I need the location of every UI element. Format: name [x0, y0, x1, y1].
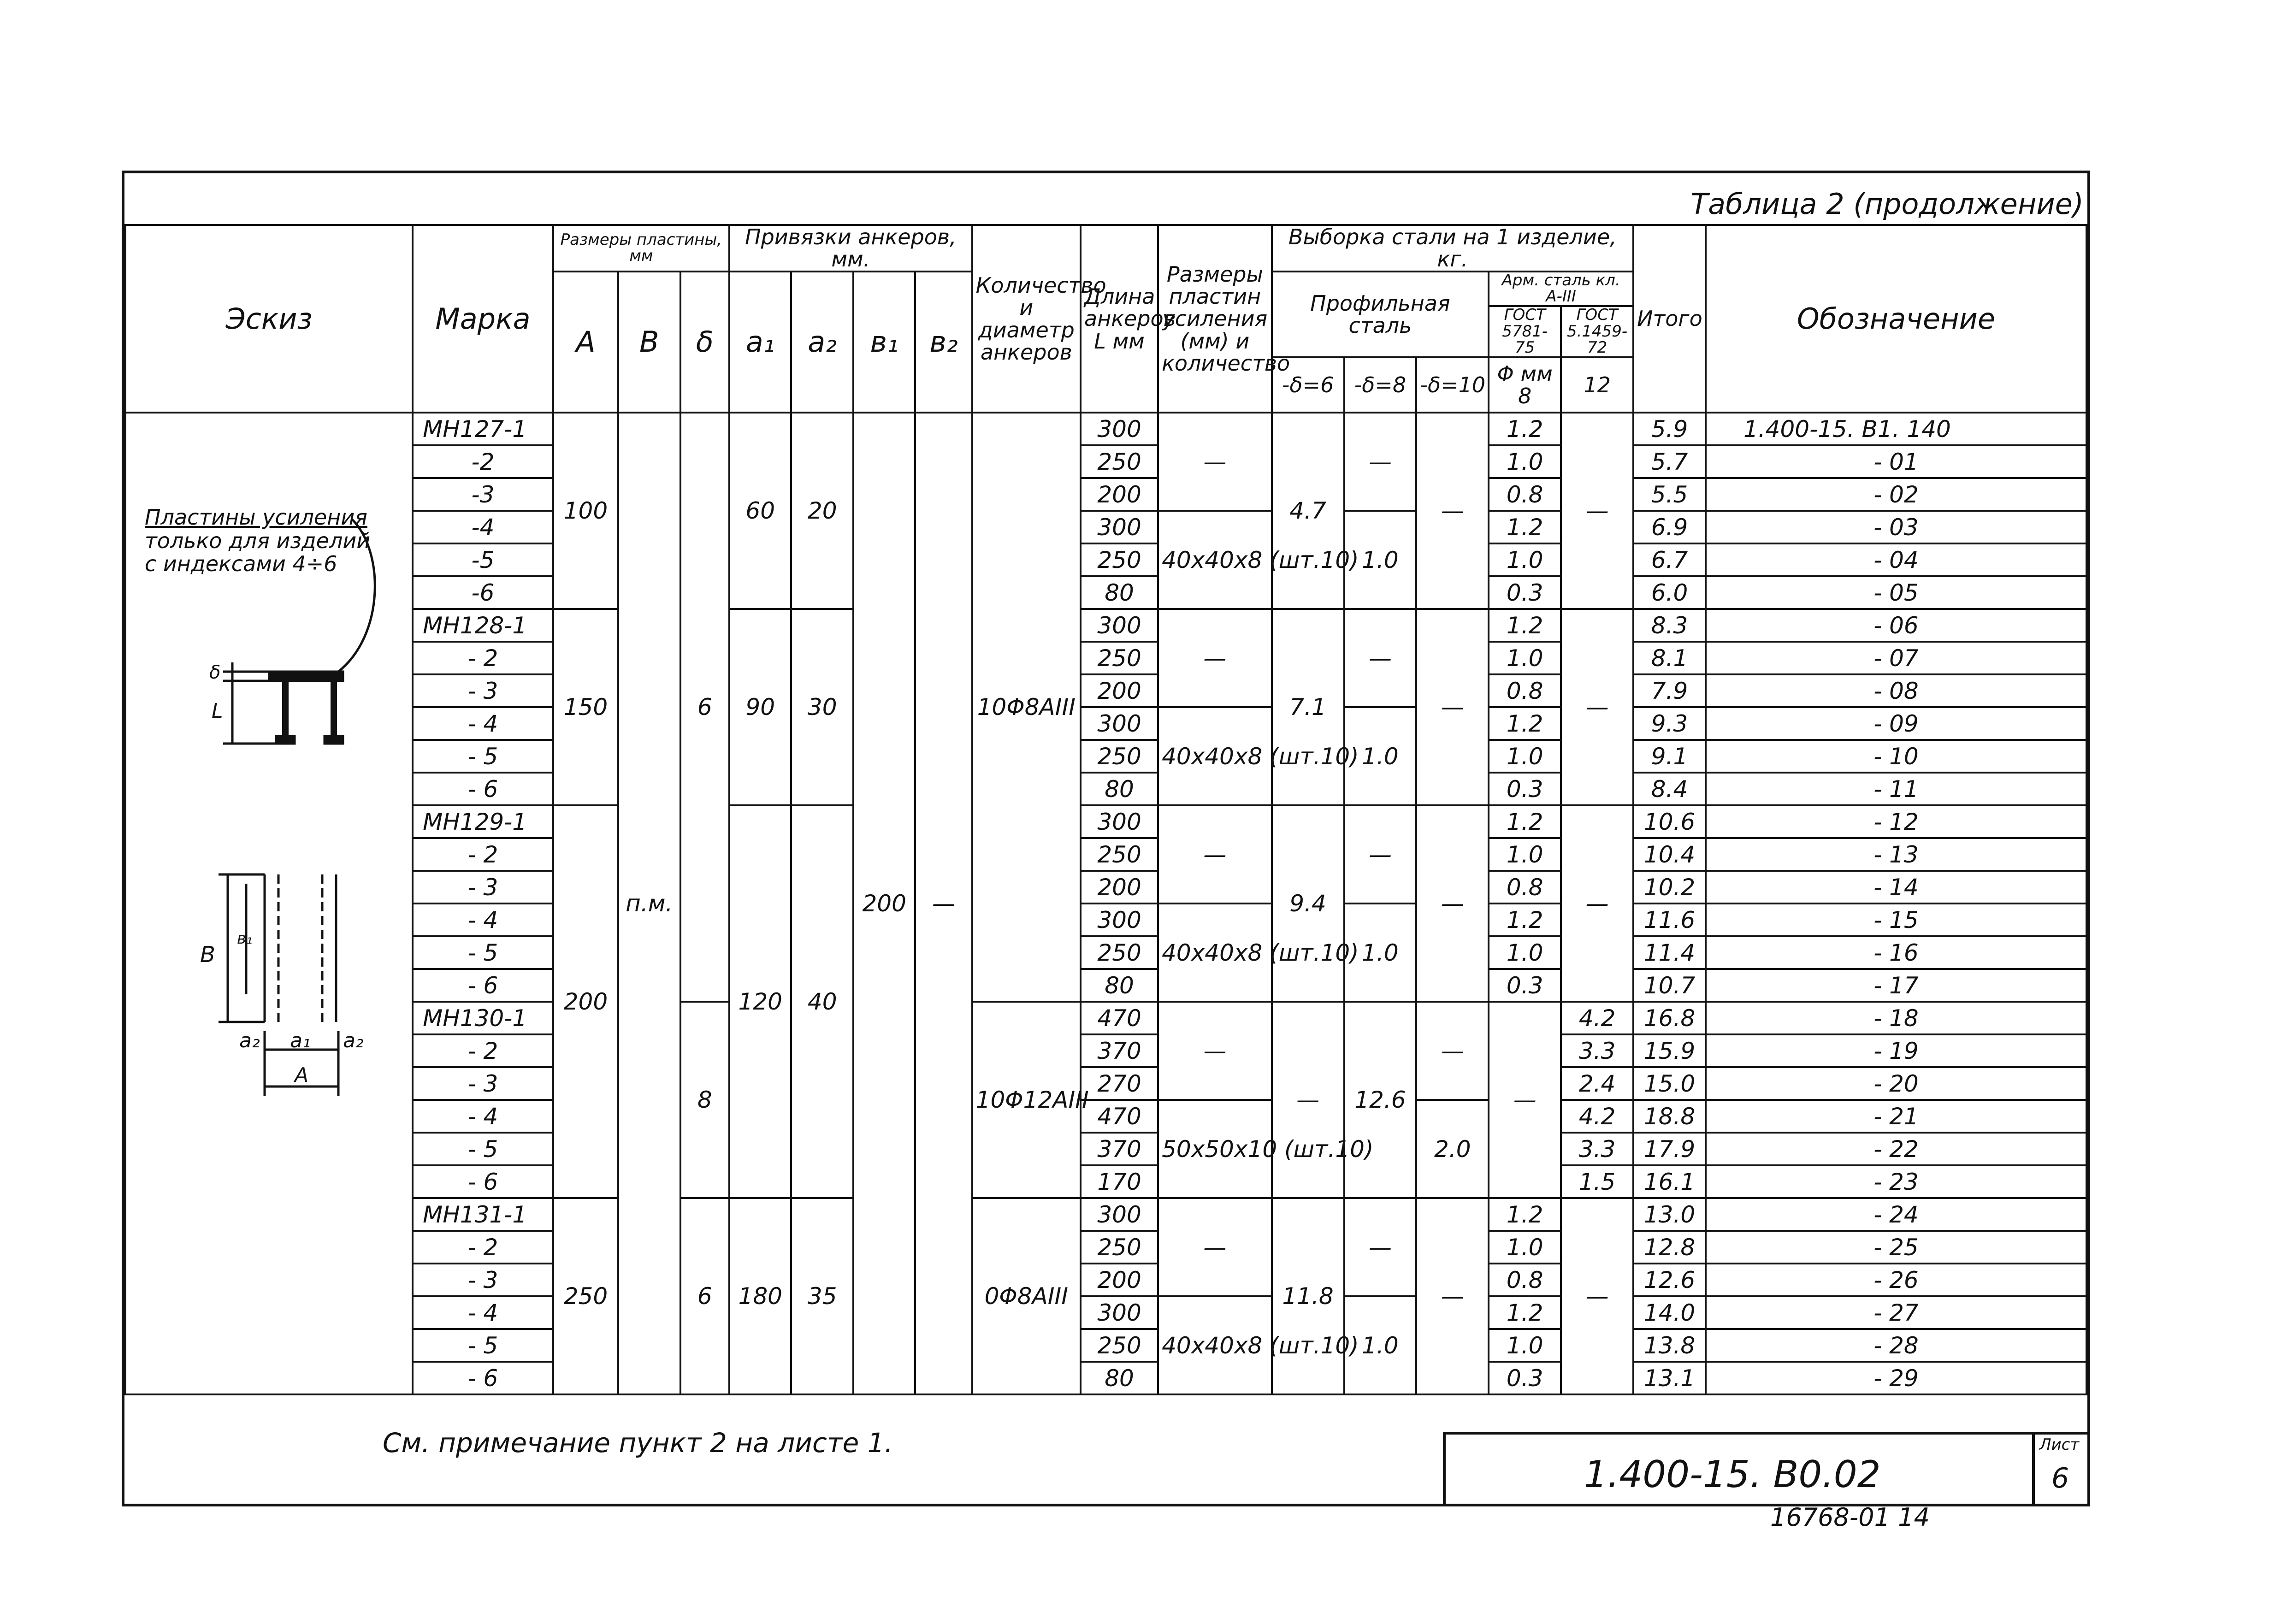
total-cell: 5.9 — [1633, 413, 1706, 445]
mark-cell: - 4 — [413, 1100, 553, 1133]
anchor-length-cell: 300 — [1081, 1198, 1158, 1231]
designation-cell: - 13 — [1706, 838, 2086, 871]
sketch-label-A: A — [295, 1063, 309, 1087]
mark-cell: - 6 — [413, 1165, 553, 1198]
anchor-length-cell: 200 — [1081, 478, 1158, 511]
total-cell: 10.2 — [1633, 871, 1706, 904]
d10-cell: — — [1416, 609, 1489, 805]
total-cell: 8.4 — [1633, 773, 1706, 805]
archive-number: 16768-01 14 — [1770, 1503, 1930, 1532]
mark-cell: МН128-1 — [413, 609, 553, 642]
reinforcement-plate — [276, 736, 295, 744]
table-row — [125, 838, 2086, 871]
anchors-cell: 10Φ12AIII — [972, 1002, 1081, 1198]
hdr-steel-selection: Выборка стали на 1 изделие, кг. — [1272, 225, 1633, 272]
reinf-plates-cell: — — [1158, 609, 1272, 707]
designation-cell: - 09 — [1706, 707, 2086, 740]
anchor-length-cell: 470 — [1081, 1002, 1158, 1034]
rebar8-cell: 0.8 — [1489, 478, 1561, 511]
rebar8-cell: 1.0 — [1489, 936, 1561, 969]
anchor-length-cell: 300 — [1081, 1296, 1158, 1329]
delta-cell: 6 — [680, 1198, 729, 1394]
total-cell: 17.9 — [1633, 1133, 1706, 1165]
rebar8-cell: 0.3 — [1489, 1362, 1561, 1394]
sheet-number-box — [2032, 1435, 2090, 1506]
anchor-length-cell: 80 — [1081, 576, 1158, 609]
total-cell: 15.9 — [1633, 1034, 1706, 1067]
reinf-plates-cell: — — [1158, 1002, 1272, 1100]
anchor-length-cell: 250 — [1081, 1329, 1158, 1362]
rebar8-cell: 0.8 — [1489, 674, 1561, 707]
hdr-sketch: Эскиз — [125, 225, 413, 413]
d8-cell: 1.0 — [1344, 1296, 1417, 1394]
reinf-plates-cell: 40x40x8 (шт.10) — [1158, 707, 1272, 805]
total-cell: 14.0 — [1633, 1296, 1706, 1329]
rebar8-cell: 1.2 — [1489, 1198, 1561, 1231]
table-row — [125, 445, 2086, 478]
mark-cell: - 3 — [413, 1067, 553, 1100]
hdr-delta: δ — [680, 272, 729, 413]
mark-cell: - 6 — [413, 773, 553, 805]
hdr-A: A — [553, 272, 618, 413]
reinf-plates-cell: — — [1158, 805, 1272, 904]
rebar8-cell: 0.3 — [1489, 576, 1561, 609]
designation-cell: - 17 — [1706, 969, 2086, 1002]
total-cell: 12.8 — [1633, 1231, 1706, 1264]
table-row — [125, 543, 2086, 576]
rebar8-cell: 0.3 — [1489, 969, 1561, 1002]
sketch-note-line: с индексами 4÷6 — [145, 551, 337, 577]
hdr-b1: в₁ — [853, 272, 915, 413]
anchors-cell: 10Φ8AIII — [972, 413, 1081, 1002]
anchor-length-cell: 300 — [1081, 707, 1158, 740]
A-cell: 150 — [553, 609, 618, 805]
total-cell: 10.6 — [1633, 805, 1706, 838]
designation-cell: - 12 — [1706, 805, 2086, 838]
mark-cell: МН130-1 — [413, 1002, 553, 1034]
table-row — [125, 740, 2086, 773]
a2-cell: 40 — [791, 805, 853, 1198]
table-row — [125, 478, 2086, 511]
hdr-reinf-plates: Размеры пластин усиления (мм) и количество — [1158, 225, 1272, 413]
table-row — [125, 609, 2086, 642]
sketch-label-b1: в₁ — [237, 929, 253, 948]
designation-cell: 1.400-15. В1. 140 — [1706, 413, 2086, 445]
rebar8-cell: 1.0 — [1489, 740, 1561, 773]
hdr-anchor-len: Длина анкеров L мм — [1081, 225, 1158, 413]
hdr-B: B — [618, 272, 680, 413]
anchor-length-cell: 250 — [1081, 1231, 1158, 1264]
d8-cell: 1.0 — [1344, 707, 1417, 805]
sketch-label-a2: a₂ — [239, 1029, 260, 1053]
title-block — [1443, 1432, 2090, 1506]
rebar12-cell: — — [1561, 609, 1633, 805]
table-row — [125, 674, 2086, 707]
hdr-plate-sizes: Размеры пластины, мм — [553, 225, 729, 272]
mark-cell: - 5 — [413, 740, 553, 773]
rebar8-cell: 1.2 — [1489, 413, 1561, 445]
reinf-plates-cell: — — [1158, 1198, 1272, 1296]
anchor-length-cell: 250 — [1081, 838, 1158, 871]
total-cell: 11.6 — [1633, 904, 1706, 936]
anchor-length-cell: 300 — [1081, 609, 1158, 642]
rebar12-cell: 3.3 — [1561, 1034, 1633, 1067]
designation-cell: - 10 — [1706, 740, 2086, 773]
A-cell: 250 — [553, 1198, 618, 1394]
total-cell: 16.1 — [1633, 1165, 1706, 1198]
mark-cell: МН131-1 — [413, 1198, 553, 1231]
rebar12-cell: — — [1561, 413, 1633, 609]
mark-cell: - 5 — [413, 1133, 553, 1165]
d10-cell: — — [1416, 413, 1489, 609]
anchor-length-cell: 370 — [1081, 1133, 1158, 1165]
d6-cell: 7.1 — [1272, 609, 1344, 805]
total-cell: 13.0 — [1633, 1198, 1706, 1231]
rebar8-cell: 1.0 — [1489, 642, 1561, 674]
mark-cell: МН127-1 — [413, 413, 553, 445]
rebar8-cell: 1.0 — [1489, 543, 1561, 576]
total-cell: 6.7 — [1633, 543, 1706, 576]
designation-cell: - 07 — [1706, 642, 2086, 674]
anchor-length-cell: 170 — [1081, 1165, 1158, 1198]
designation-cell: - 08 — [1706, 674, 2086, 707]
designation-cell: - 04 — [1706, 543, 2086, 576]
designation-cell: - 21 — [1706, 1100, 2086, 1133]
table-row — [125, 1002, 2086, 1034]
footnote: См. примечание пункт 2 на листе 1. — [383, 1427, 893, 1459]
rebar8-cell: 0.8 — [1489, 871, 1561, 904]
total-cell: 5.5 — [1633, 478, 1706, 511]
table-row — [125, 1264, 2086, 1296]
hdr-d6: -δ=6 — [1272, 357, 1344, 413]
drawing-sheet — [122, 171, 2090, 1506]
plate-sketch — [126, 413, 383, 1340]
table-row — [125, 805, 2086, 838]
designation-cell: - 02 — [1706, 478, 2086, 511]
designation-cell: - 06 — [1706, 609, 2086, 642]
anchor-length-cell: 300 — [1081, 805, 1158, 838]
mark-cell: - 2 — [413, 838, 553, 871]
mark-cell: - 6 — [413, 1362, 553, 1394]
a1-cell: 180 — [729, 1198, 791, 1394]
total-cell: 6.9 — [1633, 511, 1706, 543]
sheet-number: 6 — [2051, 1462, 2069, 1494]
rebar8-cell: 1.2 — [1489, 609, 1561, 642]
reinf-plates-cell: 40x40x8 (шт.10) — [1158, 511, 1272, 609]
hdr-b2: в₂ — [915, 272, 972, 413]
designation-cell: - 03 — [1706, 511, 2086, 543]
mark-cell: -2 — [413, 445, 553, 478]
d10-cell: — — [1416, 1198, 1489, 1394]
anchor-length-cell: 200 — [1081, 674, 1158, 707]
hdr-phi12: 12 — [1561, 357, 1633, 413]
designation-cell: - 25 — [1706, 1231, 2086, 1264]
rebar8-cell: 1.0 — [1489, 1231, 1561, 1264]
anchor-length-cell: 80 — [1081, 1362, 1158, 1394]
rebar12-cell: 1.5 — [1561, 1165, 1633, 1198]
rebar12-cell: — — [1561, 805, 1633, 1002]
sketch-label-a1: a₁ — [290, 1029, 311, 1053]
hdr-phi: Φ мм — [1497, 361, 1553, 386]
rebar12-cell: 3.3 — [1561, 1133, 1633, 1165]
total-cell: 13.1 — [1633, 1362, 1706, 1394]
d8-cell: — — [1344, 413, 1417, 511]
d8-cell: — — [1344, 609, 1417, 707]
table-row — [125, 773, 2086, 805]
designation-cell: - 23 — [1706, 1165, 2086, 1198]
designation-cell: - 05 — [1706, 576, 2086, 609]
designation-cell: - 14 — [1706, 871, 2086, 904]
total-cell: 10.4 — [1633, 838, 1706, 871]
table-row — [125, 904, 2086, 936]
anchor-length-cell: 250 — [1081, 543, 1158, 576]
mark-cell: - 3 — [413, 674, 553, 707]
table-row — [125, 1296, 2086, 1329]
table-row — [125, 1329, 2086, 1362]
table-body — [125, 413, 2086, 1394]
hdr-designation: Обозначение — [1706, 225, 2086, 413]
sketch-note-line: только для изделий — [145, 528, 371, 553]
leader-line — [338, 520, 375, 672]
designation-cell: - 24 — [1706, 1198, 2086, 1231]
anchor-length-cell: 200 — [1081, 1264, 1158, 1296]
hdr-gost1: ГОСТ 5781-75 — [1489, 306, 1561, 357]
rebar12-cell: 4.2 — [1561, 1100, 1633, 1133]
designation-cell: - 22 — [1706, 1133, 2086, 1165]
hdr-anchor-qty: Количество и диаметр анкеров — [972, 225, 1081, 413]
rebar8-cell: 1.2 — [1489, 805, 1561, 838]
A-cell: 200 — [553, 805, 618, 1198]
hdr-d10: -δ=10 — [1416, 357, 1489, 413]
table-row — [125, 1067, 2086, 1100]
mark-cell: -5 — [413, 543, 553, 576]
total-cell: 9.3 — [1633, 707, 1706, 740]
d10-cell: — — [1416, 1002, 1489, 1100]
d10-cell: 2.0 — [1416, 1100, 1489, 1198]
anchor-length-cell: 250 — [1081, 642, 1158, 674]
a1-cell: 90 — [729, 609, 791, 805]
mark-cell: - 2 — [413, 642, 553, 674]
designation-cell: - 16 — [1706, 936, 2086, 969]
a2-cell: 20 — [791, 413, 853, 609]
mark-cell: - 5 — [413, 1329, 553, 1362]
designation-cell: - 27 — [1706, 1296, 2086, 1329]
total-cell: 12.6 — [1633, 1264, 1706, 1296]
d8-cell: 12.6 — [1344, 1002, 1417, 1198]
total-cell: 7.9 — [1633, 674, 1706, 707]
table-row — [125, 1034, 2086, 1067]
rebar12-cell: 4.2 — [1561, 1002, 1633, 1034]
designation-cell: - 26 — [1706, 1264, 2086, 1296]
rebar8-cell: — — [1489, 1002, 1561, 1198]
b1-cell: 200 — [853, 413, 915, 1394]
total-cell: 15.0 — [1633, 1067, 1706, 1100]
d10-cell: — — [1416, 805, 1489, 1002]
anchor-length-cell: 370 — [1081, 1034, 1158, 1067]
a1-cell: 60 — [729, 413, 791, 609]
rebar8-cell: 1.2 — [1489, 511, 1561, 543]
mark-cell: - 2 — [413, 1231, 553, 1264]
table-row — [125, 576, 2086, 609]
total-cell: 11.4 — [1633, 936, 1706, 969]
B-cell: п.м. — [618, 413, 680, 1394]
designation-cell: - 29 — [1706, 1362, 2086, 1394]
reinf-plates-cell: 40x40x8 (шт.10) — [1158, 904, 1272, 1002]
table-row — [125, 1165, 2086, 1198]
mark-cell: - 4 — [413, 1296, 553, 1329]
mark-cell: -6 — [413, 576, 553, 609]
table-row — [125, 413, 2086, 445]
a1-cell: 120 — [729, 805, 791, 1198]
hdr-rebar: Арм. сталь кл. A-III — [1489, 272, 1633, 306]
mark-cell: - 6 — [413, 969, 553, 1002]
table-row — [125, 1362, 2086, 1394]
total-cell: 6.0 — [1633, 576, 1706, 609]
rebar8-cell: 0.3 — [1489, 773, 1561, 805]
anchor-length-cell: 470 — [1081, 1100, 1158, 1133]
reinforcement-plate — [325, 736, 343, 744]
plate-section — [269, 672, 343, 681]
d6-cell: — — [1272, 1002, 1344, 1198]
designation-cell: - 28 — [1706, 1329, 2086, 1362]
hdr-gost2: ГОСТ 5.1459-72 — [1561, 306, 1633, 357]
designation-cell: - 15 — [1706, 904, 2086, 936]
document-code: 1.400-15. В0.02 — [1584, 1453, 1881, 1496]
anchor-length-cell: 270 — [1081, 1067, 1158, 1100]
sketch-label-delta: δ — [209, 662, 221, 684]
table-row — [125, 1133, 2086, 1165]
anchor-length-cell: 250 — [1081, 740, 1158, 773]
anchor-length-cell: 300 — [1081, 511, 1158, 543]
hdr-profile-steel: Профильная сталь — [1272, 272, 1489, 357]
anchor-length-cell: 300 — [1081, 413, 1158, 445]
mark-cell: - 3 — [413, 871, 553, 904]
anchor-length-cell: 200 — [1081, 871, 1158, 904]
sketch-label-B: B — [200, 942, 215, 968]
total-cell: 10.7 — [1633, 969, 1706, 1002]
table-row — [125, 871, 2086, 904]
table-row — [125, 969, 2086, 1002]
hdr-total: Итого — [1633, 225, 1706, 413]
total-cell: 8.1 — [1633, 642, 1706, 674]
d6-cell: 4.7 — [1272, 413, 1344, 609]
mark-cell: - 4 — [413, 904, 553, 936]
d8-cell: — — [1344, 805, 1417, 904]
mark-cell: - 3 — [413, 1264, 553, 1296]
mark-cell: -4 — [413, 511, 553, 543]
reinf-plates-cell: 50x50x10 (шт.10) — [1158, 1100, 1272, 1198]
rebar12-cell: 2.4 — [1561, 1067, 1633, 1100]
table-row — [125, 1198, 2086, 1231]
specification-table — [124, 224, 2087, 1395]
sheet-label: Лист — [2039, 1435, 2080, 1454]
total-cell: 16.8 — [1633, 1002, 1706, 1034]
d8-cell: 1.0 — [1344, 511, 1417, 609]
hdr-mark: Марка — [413, 225, 553, 413]
rebar8-cell: 1.0 — [1489, 445, 1561, 478]
table-row — [125, 1231, 2086, 1264]
d6-cell: 11.8 — [1272, 1198, 1344, 1394]
delta-cell: 6 — [680, 413, 729, 1002]
d8-cell: — — [1344, 1198, 1417, 1296]
rebar8-cell: 1.0 — [1489, 1329, 1561, 1362]
designation-cell: - 19 — [1706, 1034, 2086, 1067]
mark-cell: - 4 — [413, 707, 553, 740]
rebar8-cell: 1.2 — [1489, 904, 1561, 936]
hdr-a1: a₁ — [729, 272, 791, 413]
hdr-phi8-val: 8 — [1518, 384, 1532, 409]
sketch-label-a2: a₂ — [343, 1029, 364, 1053]
table-row — [125, 936, 2086, 969]
mark-cell: - 2 — [413, 1034, 553, 1067]
A-cell: 100 — [553, 413, 618, 609]
designation-cell: - 18 — [1706, 1002, 2086, 1034]
table-row — [125, 642, 2086, 674]
rebar8-cell: 1.2 — [1489, 1296, 1561, 1329]
table-row — [125, 707, 2086, 740]
sketch-label-L: L — [212, 699, 223, 723]
d8-cell: 1.0 — [1344, 904, 1417, 1002]
rebar8-cell: 0.8 — [1489, 1264, 1561, 1296]
hdr-phi8 — [1489, 357, 1561, 413]
rebar8-cell: 1.2 — [1489, 707, 1561, 740]
b2-cell: — — [915, 413, 972, 1394]
reinf-plates-cell: — — [1158, 413, 1272, 511]
d6-cell: 9.4 — [1272, 805, 1344, 1002]
total-cell: 8.3 — [1633, 609, 1706, 642]
designation-cell: - 20 — [1706, 1067, 2086, 1100]
mark-cell: -3 — [413, 478, 553, 511]
sketch-note-line: Пластины усиления — [145, 505, 367, 530]
mark-cell: МН129-1 — [413, 805, 553, 838]
a2-cell: 35 — [791, 1198, 853, 1394]
rebar8-cell: 1.0 — [1489, 838, 1561, 871]
anchors-cell: 0Φ8AIII — [972, 1198, 1081, 1394]
rebar12-cell: — — [1561, 1198, 1633, 1394]
hdr-d8: -δ=8 — [1344, 357, 1417, 413]
sketch-cell — [125, 413, 413, 1394]
designation-cell: - 11 — [1706, 773, 2086, 805]
total-cell: 13.8 — [1633, 1329, 1706, 1362]
anchor-length-cell: 80 — [1081, 773, 1158, 805]
anchor-length-cell: 80 — [1081, 969, 1158, 1002]
total-cell: 18.8 — [1633, 1100, 1706, 1133]
anchor-length-cell: 250 — [1081, 936, 1158, 969]
a2-cell: 30 — [791, 609, 853, 805]
anchor-length-cell: 250 — [1081, 445, 1158, 478]
table-row — [125, 1100, 2086, 1133]
hdr-anchor-offsets: Привязки анкеров, мм. — [729, 225, 972, 272]
delta-cell: 8 — [680, 1002, 729, 1198]
designation-cell: - 01 — [1706, 445, 2086, 478]
anchor-length-cell: 300 — [1081, 904, 1158, 936]
table-row — [125, 511, 2086, 543]
total-cell: 5.7 — [1633, 445, 1706, 478]
hdr-a2: a₂ — [791, 272, 853, 413]
total-cell: 9.1 — [1633, 740, 1706, 773]
mark-cell: - 5 — [413, 936, 553, 969]
reinf-plates-cell: 40x40x8 (шт.10) — [1158, 1296, 1272, 1394]
table-caption: Таблица 2 (продолжение) — [1690, 187, 2084, 221]
